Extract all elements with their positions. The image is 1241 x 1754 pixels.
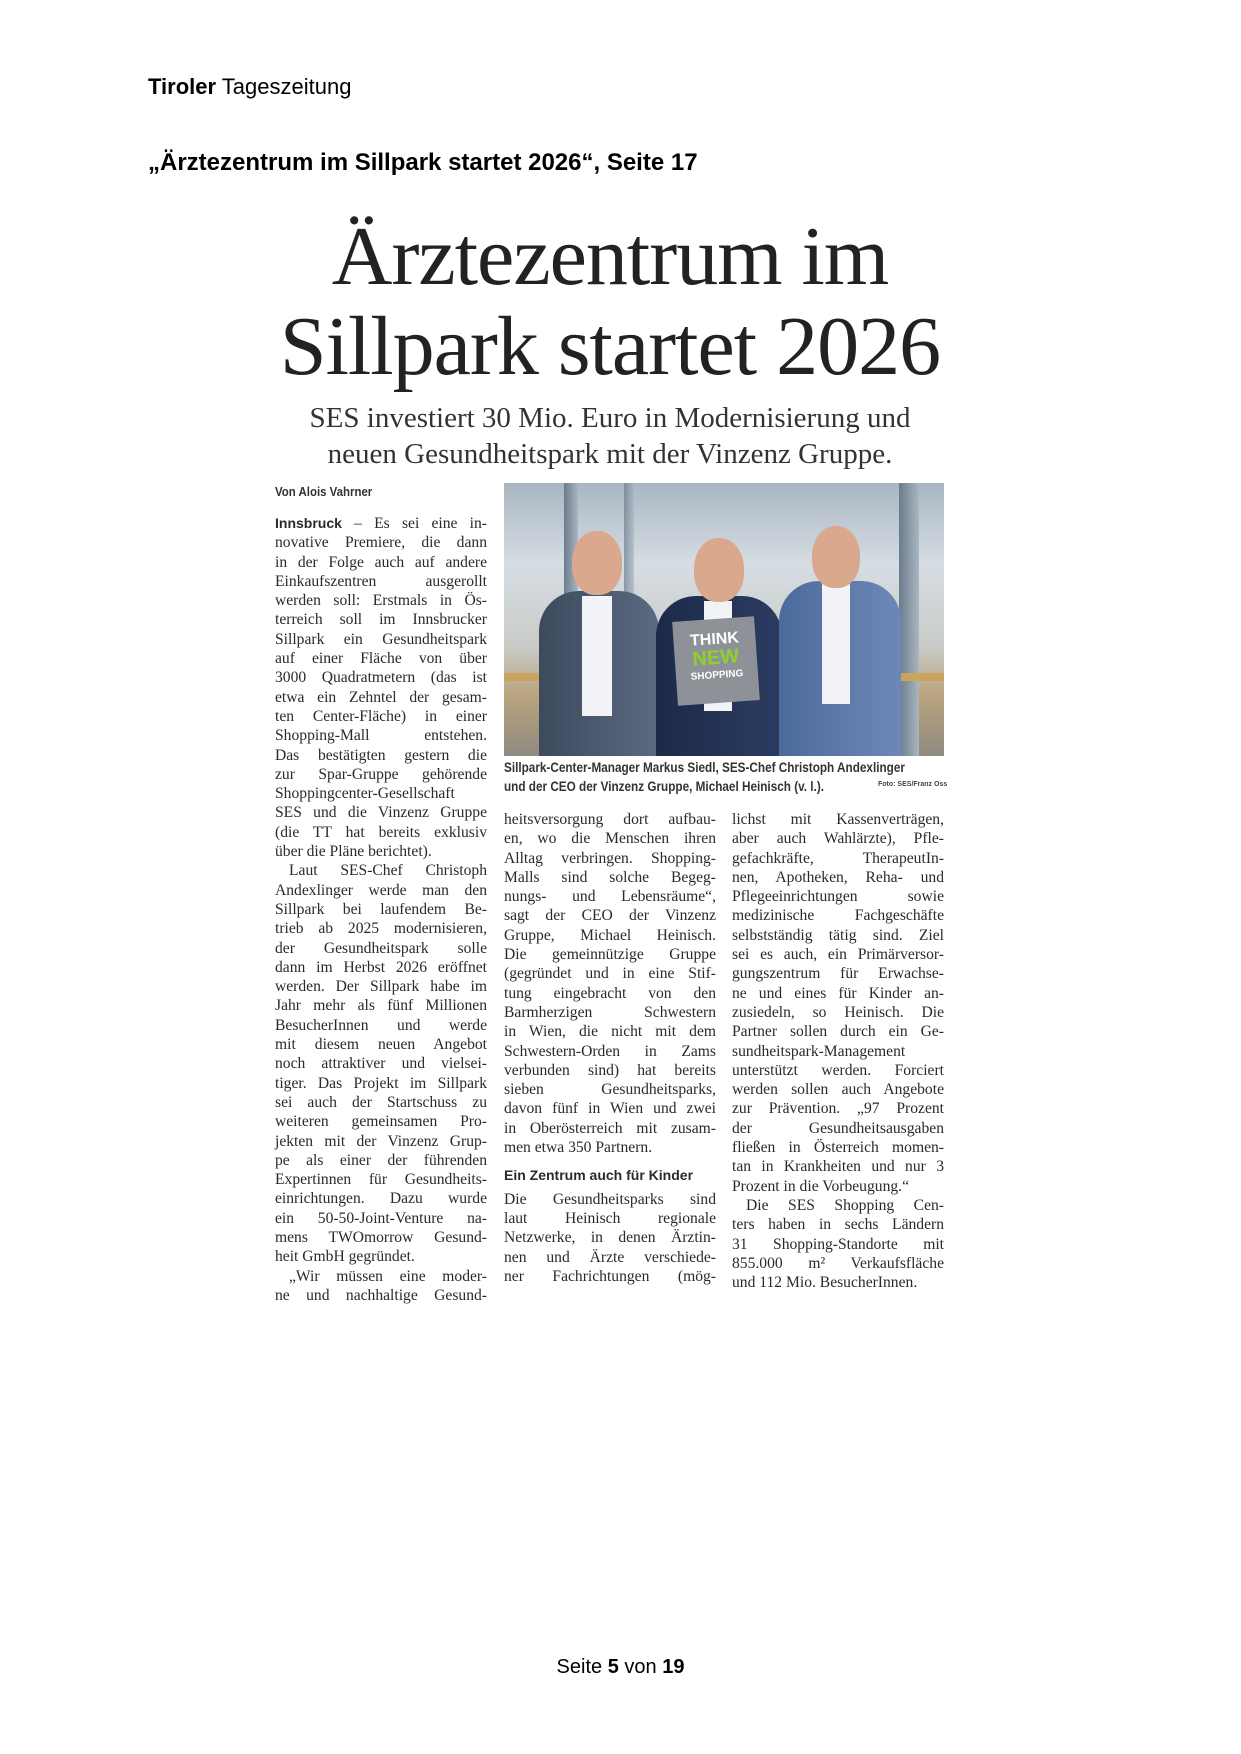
article-subhead <box>260 400 960 472</box>
text-line: Andexlinger werde man den <box>275 881 487 899</box>
article-paragraph <box>275 1267 487 1306</box>
text-line: 3000 Quadratmetern (das ist <box>275 669 487 687</box>
text-line: davon fünf in Wien und zwei <box>504 1100 716 1118</box>
article-headline <box>260 212 960 392</box>
text-line: trieb ab 2025 modernisieren, <box>275 920 487 938</box>
text-line: ters haben in sechs Ländern <box>732 1216 944 1234</box>
text-line: lichst mit Kassenverträgen, <box>732 811 944 828</box>
text-line: ein 50-50-Joint-Venture na- <box>275 1209 487 1227</box>
text-line: der Gesundheitsausgaben <box>732 1119 944 1137</box>
text-line: en, wo die Menschen ihren <box>504 830 716 848</box>
person-right <box>774 506 904 756</box>
caption-line: und der CEO der Vinzenz Gruppe, Michael Heinisch (v. l.). <box>504 779 825 794</box>
text-line: ne und nachhaltige Gesund- <box>275 1286 487 1304</box>
article-paragraph <box>504 1190 716 1286</box>
text-line: Die SES Shopping Cen- <box>746 1196 944 1214</box>
text-line: novative Premiere, die dann <box>275 534 487 552</box>
text-line: 31 Shopping-Standorte mit <box>732 1235 944 1253</box>
text-line: zur Spar-Gruppe gehörende <box>275 765 487 783</box>
text-line: Die Gesundheitsparks sind <box>504 1190 716 1208</box>
text-line: fließen in Österreich momen- <box>732 1139 944 1157</box>
headline-line: Ärztezentrum im <box>331 210 889 303</box>
text-line: mens TWOmorrow Gesund- <box>275 1228 487 1246</box>
text-line: auf einer Fläche von über <box>275 650 487 668</box>
text-line: nen, Apotheken, Reha- und <box>732 868 944 886</box>
text-line: werden sollen auch Angebote <box>732 1081 944 1099</box>
footer-total-pages: 19 <box>662 1656 685 1678</box>
text-line: Partner sollen durch ein Ge- <box>732 1023 944 1041</box>
text-line: in der Folge auch auf andere <box>275 553 487 571</box>
text-line: Einkaufszentren ausgerollt <box>275 572 487 590</box>
text-line: Laut SES-Chef Christoph <box>289 862 487 880</box>
text-line: ne und eines für Kinder an- <box>732 984 944 1002</box>
article-column-1 <box>275 514 487 1305</box>
text-line: laut Heinisch regionale <box>504 1209 716 1227</box>
text-line: noch attraktiver und vielsei- <box>275 1055 487 1073</box>
publication-name-regular: Tageszeitung <box>221 74 352 99</box>
text-line: Expertinnen für Gesundheits- <box>275 1171 487 1189</box>
page-footer <box>0 1656 1241 1679</box>
sign-line: THINK <box>689 629 740 650</box>
text-line: heitsversorgung dort aufbau- <box>504 811 716 828</box>
text-line: tung eingebracht von den <box>504 984 716 1002</box>
text-line: Malls sind solche Begeg- <box>504 868 716 886</box>
text-line: „Wir müssen eine moder- <box>289 1267 487 1285</box>
text-line: sagt der CEO der Vinzenz <box>504 907 716 925</box>
article-photo <box>504 483 944 756</box>
text-line: zur Prävention. „97 Prozent <box>732 1100 944 1118</box>
subhead-line: SES investiert 30 Mio. Euro in Modernisierung und <box>309 402 911 434</box>
text-line: jekten mit der Vinzenz Grup- <box>275 1132 487 1150</box>
text-line: mit diesem neuen Angebot <box>275 1036 487 1054</box>
article-paragraph <box>732 1196 944 1292</box>
text-line: medizinische Fachgeschäfte <box>732 907 944 925</box>
text-line: sieben Gesundheitsparks, <box>504 1081 716 1099</box>
byline: Von Alois Vahrner <box>275 484 373 499</box>
article-paragraph <box>732 810 944 1196</box>
text-line: werden. Der Sillpark habe im <box>275 978 487 996</box>
article-reference: „Ärztezentrum im Sillpark startet 2026“, Seite 17 <box>148 149 698 176</box>
text-line: Sillpark ein Gesundheitspark <box>275 630 487 648</box>
text-line: verbunden sind) hat bereits <box>504 1061 716 1079</box>
dateline: Innsbruck <box>275 515 342 531</box>
photo-credit: Foto: SES/Franz Oss <box>878 781 948 788</box>
text-line: tan in Krankheiten und nur 3 <box>732 1158 944 1176</box>
text-line: Pflegeeinrichtungen sowie <box>732 888 944 906</box>
publication-name-bold: Tiroler <box>148 74 217 99</box>
text-line: Sillpark bei laufendem Be- <box>275 900 487 918</box>
footer-page-number: 5 <box>607 1656 619 1678</box>
text-line: sundheitspark-Management <box>732 1042 906 1060</box>
photo-caption <box>504 758 943 796</box>
text-line: men etwa 350 Partnern. <box>504 1139 653 1157</box>
text-line: Jahr mehr als fünf Millionen <box>275 997 487 1015</box>
footer-prefix: Seite <box>556 1656 603 1678</box>
text-line: nen und Ärzte verschiede- <box>504 1248 716 1266</box>
person-left <box>534 516 664 756</box>
text-line: aber auch Wahlärzte), Pfle- <box>732 830 944 848</box>
sign-line: NEW <box>691 645 740 671</box>
text-line: werden soll: Erstmals in Ös- <box>275 592 487 610</box>
text-line: zusiedeln, so Heinisch. Die <box>732 1003 944 1021</box>
text-line: in Wien, die nicht mit dem <box>504 1023 716 1041</box>
text-line: unterstützt werden. Forciert <box>732 1061 944 1079</box>
article-column-3 <box>732 810 944 1292</box>
footer-middle: von <box>624 1656 657 1678</box>
text-line: heit GmbH gegründet. <box>275 1248 415 1266</box>
text-line: Gruppe, Michael Heinisch. <box>504 926 716 944</box>
text-line: Prozent in die Vorbeugung.“ <box>732 1177 909 1195</box>
text-line: sei auch der Startschuss zu <box>275 1093 487 1111</box>
text-line: Schwestern-Orden in Zams <box>504 1042 716 1060</box>
text-line: ner Fachrichtungen (mög- <box>504 1267 716 1285</box>
text-line: und 112 Mio. BesucherInnen. <box>732 1274 918 1292</box>
text-line: einrichtungen. Dazu wurde <box>275 1190 487 1208</box>
text-line: Netzwerke, in denen Ärztin- <box>504 1229 716 1247</box>
subhead-line: neuen Gesundheitspark mit der Vinzenz Gruppe. <box>327 438 893 470</box>
caption-line: Sillpark-Center-Manager Markus Siedl, SES-Chef Christoph Andexlinger <box>504 760 905 775</box>
article-paragraph <box>504 810 716 1157</box>
text-line: nungs- und Lebensräume“, <box>504 888 716 906</box>
think-new-shopping-sign <box>672 616 760 706</box>
text-line: Shopping-Mall entstehen. <box>275 727 487 745</box>
sign-line: SHOPPING <box>690 668 744 683</box>
text-line: weiteren gemeinsamen Pro- <box>275 1113 487 1131</box>
text-line: etwa ein Zehntel der gesam- <box>275 688 487 706</box>
article-column-2 <box>504 810 716 1286</box>
text-line: pe als einer der führenden <box>275 1151 487 1169</box>
headline-line: Sillpark startet 2026 <box>279 300 941 393</box>
text-line: Shoppingcenter-Gesellschaft <box>275 785 455 803</box>
text-line: in Oberösterreich mit zusam- <box>504 1119 716 1137</box>
text-line: sei es auch, ein Primärversor- <box>732 946 944 964</box>
text-line: dann im Herbst 2026 eröffnet <box>275 958 487 976</box>
text-line: BesucherInnen und werde <box>275 1016 487 1034</box>
text-line: 855.000 m² Verkaufsfläche <box>732 1254 944 1272</box>
text-line: terreich soll im Innsbrucker <box>275 611 487 629</box>
article-paragraph <box>275 861 487 1266</box>
section-heading: Ein Zentrum auch für Kinder <box>504 1167 694 1184</box>
text-line: Innsbruck – Es sei eine in- <box>275 515 487 532</box>
article-paragraph <box>275 514 487 861</box>
publication-name <box>148 74 351 100</box>
text-line: Alltag verbringen. Shopping- <box>504 849 716 867</box>
text-line: Das bestätigten gestern die <box>275 746 487 764</box>
text-line: der Gesundheitspark solle <box>275 939 487 957</box>
text-line: selbstständig tätig sind. Ziel <box>732 926 944 944</box>
text-line: Die gemeinnützige Gruppe <box>504 946 716 964</box>
text-line: tiger. Das Projekt im Sillpark <box>275 1074 487 1092</box>
text-line: gungszentrum für Erwachse- <box>732 965 944 983</box>
text-line: (die TT hat bereits exklusiv <box>275 823 487 841</box>
text-line: SES und die Vinzenz Gruppe <box>275 804 487 822</box>
text-line: ten Center-Fläche) in einer <box>275 707 487 725</box>
text-line: gefachkräfte, TherapeutIn- <box>732 849 944 867</box>
text-line: über die Pläne berichtet). <box>275 843 432 861</box>
text-line: (gegründet und in eine Stif- <box>504 965 716 983</box>
text-line: Barmherzigen Schwestern <box>504 1003 716 1021</box>
